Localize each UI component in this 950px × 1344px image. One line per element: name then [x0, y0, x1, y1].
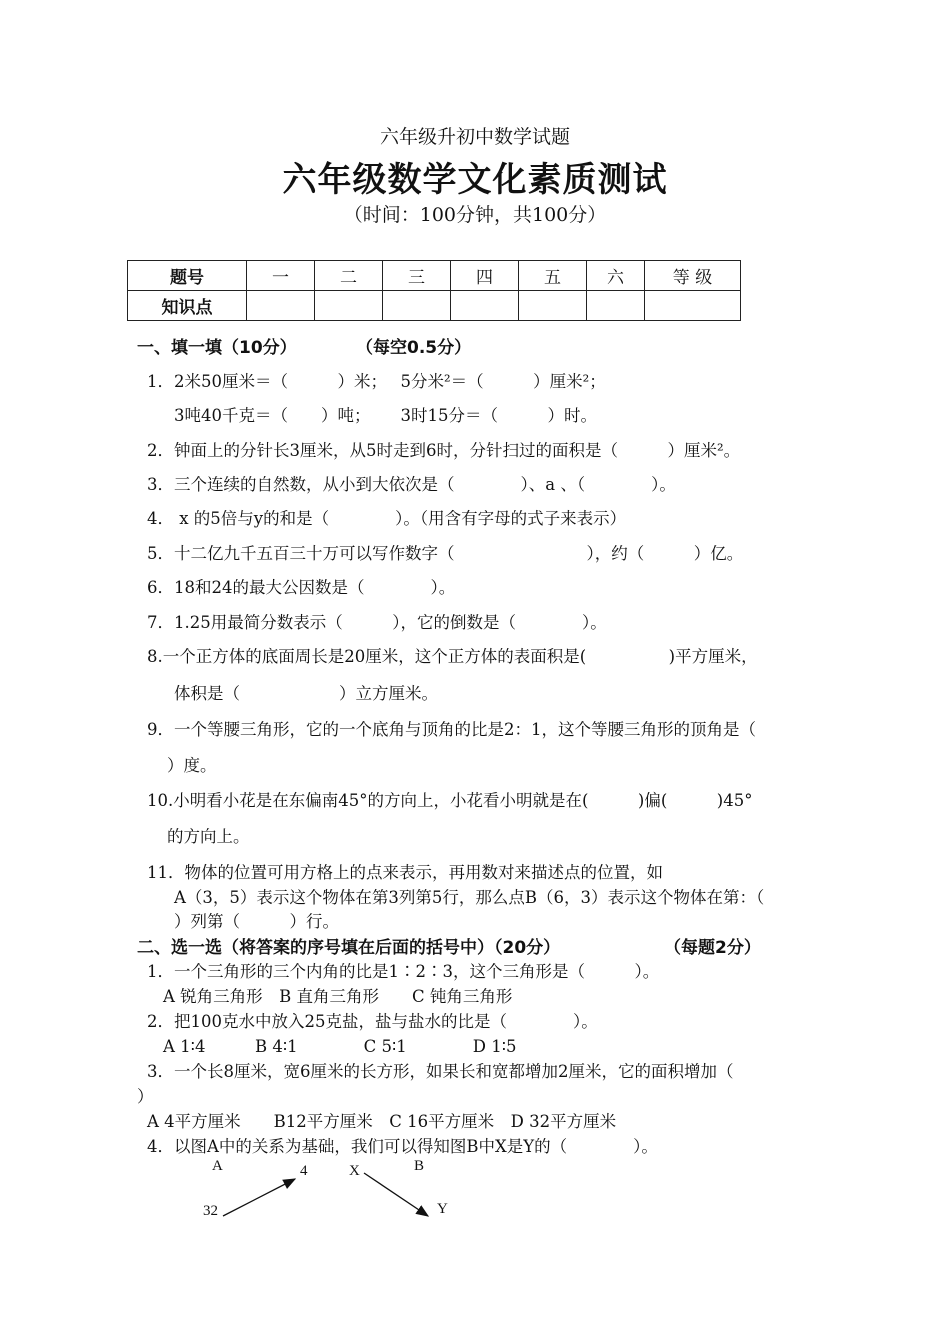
exam-pre-title: 六年级升初中数学试题	[379, 126, 570, 148]
section2-heading: 二、选一选（将答案的序号填在后面的括号中）（20分）	[137, 938, 561, 958]
question-line: 3．三个连续的自然数，从小到大依次是（ ）、a 、（ ）。	[147, 475, 676, 494]
arrow-right-down-icon	[364, 1173, 428, 1216]
question-line: 3吨40千克＝（ ）吨； 3时15分＝（ ）时。	[174, 406, 597, 425]
question-line: A（3，5）表示这个物体在第3列第5行，那么点B（6，3）表示这个物体在第：（	[174, 888, 765, 907]
section2-note: （每题2分）	[664, 938, 761, 958]
question-line: 体积是（ ）立方厘米。	[174, 684, 438, 703]
question-line: ）列第（ ）行。	[174, 912, 339, 931]
score-header-cell: 六	[587, 261, 645, 291]
score-header-cell: 五	[519, 261, 587, 291]
question-line: 8.一个正方体的底面周长是20厘米，这个正方体的表面积是( )平方厘米，	[147, 647, 758, 666]
question-line: 6．18和24的最大公因数是（ ）。	[147, 578, 456, 597]
question-line: 1．一个三角形的三个内角的比是1∶2∶3，这个三角形是（ ）。	[147, 962, 660, 981]
question-line: 4． x 的5倍与y的和是（ ）。（用含有字母的式子来表示）	[147, 509, 627, 528]
question-line: 5．十二亿九千五百三十万可以写作数字（ ），约（ ）亿。	[147, 544, 744, 563]
score-header-cell: 一	[247, 261, 315, 291]
section1-note: （每空0.5分）	[356, 338, 472, 358]
exam-time-note: （时间：100分钟，共100分）	[343, 204, 607, 226]
arrow-right-up-icon	[223, 1179, 295, 1216]
question-line: 9．一个等腰三角形，它的一个底角与顶角的比是2：1，这个等腰三角形的顶角是（	[147, 720, 756, 739]
question-line: ）	[137, 1087, 154, 1106]
exam-title: 六年级数学文化素质测试	[282, 160, 668, 200]
question-line: 3．一个长8厘米，宽6厘米的长方形，如果长和宽都增加2厘米，它的面积增加（	[147, 1062, 734, 1081]
question-line: 2．钟面上的分针长3厘米，从5时走到6时，分针扫过的面积是（ ）厘米²。	[147, 441, 741, 460]
question-line: 11．物体的位置可用方格上的点来表示，再用数对来描述点的位置，如	[147, 863, 663, 882]
figure-a-label: A	[212, 1158, 223, 1174]
score-header-cell: 二	[315, 261, 383, 291]
question-line: 的方向上。	[167, 827, 250, 846]
figure-number-right: 4	[300, 1163, 308, 1179]
figure-number-left: 32	[203, 1203, 218, 1219]
question-line: ）度。	[167, 756, 217, 775]
question-line: 7．1.25用最简分数表示（ ），它的倒数是（ ）。	[147, 613, 607, 632]
figure-var-x: X	[349, 1163, 360, 1179]
question-line: 2．把100克水中放入25克盐，盐与盐水的比是（ ）。	[147, 1012, 598, 1031]
score-header-cell: 三	[383, 261, 451, 291]
score-row-label: 知识点	[128, 291, 247, 321]
score-header-cell: 题号	[128, 261, 247, 291]
figure-var-y: Y	[437, 1201, 448, 1217]
score-header-cell: 四	[451, 261, 519, 291]
question-line: 4．以图A中的关系为基础，我们可以得知图B中X是Y的（ ）。	[147, 1137, 658, 1156]
section1-heading: 一、填一填（10分）	[137, 338, 297, 358]
option-line: A 4平方厘米 B12平方厘米 C 16平方厘米 D 32平方厘米	[147, 1112, 617, 1131]
question-line: 10.小明看小花是在东偏南45°的方向上，小花看小明就是在( )偏( )45°	[147, 791, 753, 810]
option-line: A 锐角三角形 B 直角三角形 C 钝角三角形	[163, 987, 513, 1006]
figure-b-label: B	[414, 1158, 425, 1174]
score-header-cell: 等 级	[645, 261, 741, 291]
option-line: A 1∶4 B 4∶1 C 5∶1 D 1∶5	[163, 1037, 517, 1056]
question-line: 1．2米50厘米＝（ ）米； 5分米²＝（ ）厘米²；	[147, 372, 606, 391]
